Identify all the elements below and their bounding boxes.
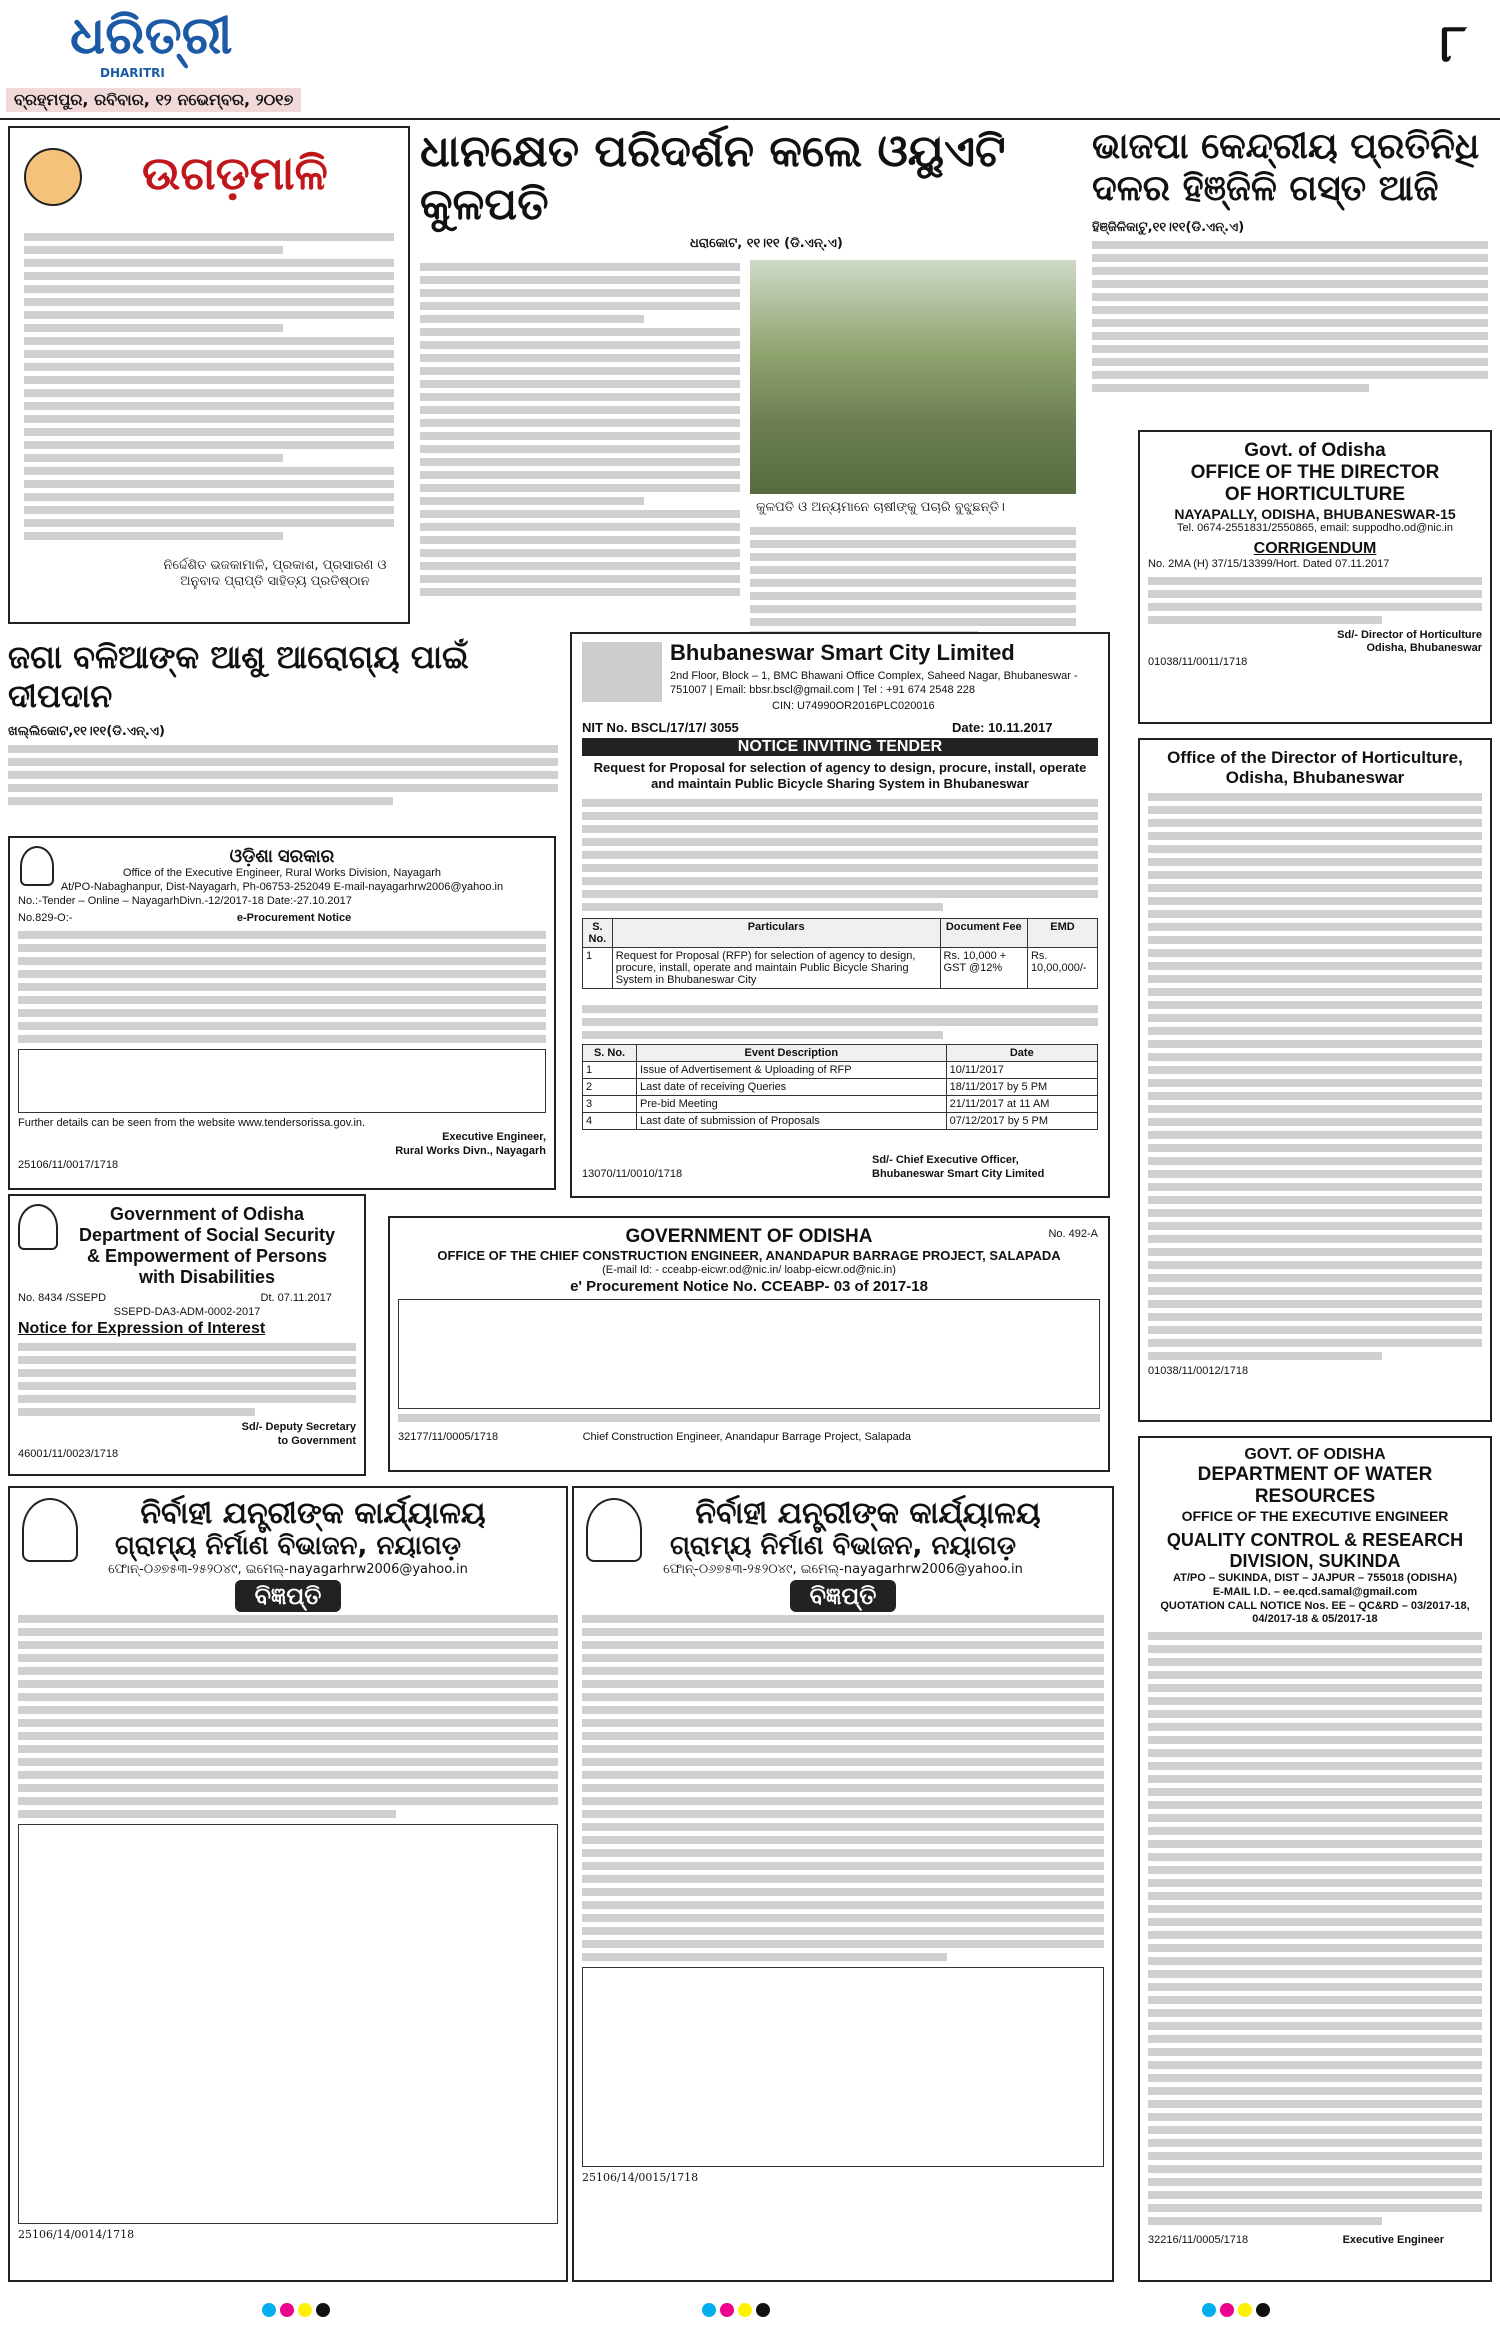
smart-city-date: Date: 10.11.2017 xyxy=(952,720,1053,735)
reg-mark-1 xyxy=(260,2302,332,2321)
masthead-logo-sub: DHARITRI xyxy=(100,66,165,80)
smart-city-cin: CIN: U74990OR2016PLC020016 xyxy=(772,700,935,712)
ad-ssepd-line1: Government of Odisha xyxy=(109,1204,305,1224)
ad-water-line1: GOVT. OF ODISHA xyxy=(1244,1446,1386,1463)
ad-horti-corrigendum: CORRIGENDUM xyxy=(1253,539,1377,557)
ad-rwd-no: No.829-O:- xyxy=(18,912,73,925)
ad-horti-line4: NAYAPALLY, ODISHA, BHUBANESWAR-15 xyxy=(1174,506,1456,522)
story-photo xyxy=(750,260,1076,494)
ad-salapada-line2: OFFICE OF THE CHIEF CONSTRUCTION ENGINEER, ANANDAPUR BARRAGE PROJECT, SALAPADA xyxy=(437,1248,1061,1263)
ad-horti2-line1: Office of the Director of Horticulture, xyxy=(1167,748,1463,767)
ad-water-line8: QUOTATION CALL NOTICE Nos. EE – QC&RD – 03/2017-18, 04/2017-18 & 05/2017-18 xyxy=(1160,1599,1470,1626)
ad-ssepd-no: No. 8434 /SSEPD xyxy=(18,1292,107,1304)
ad-salapada-body xyxy=(398,1414,1100,1422)
smart-city-code: 13070/11/0010/1718 xyxy=(582,1168,683,1180)
ad-nyg2-badge-wrap xyxy=(582,1582,1104,1610)
ad-water-line2: DEPARTMENT OF WATER RESOURCES xyxy=(1197,1464,1433,1507)
registration-marks xyxy=(0,2298,1500,2328)
ad-ssepd xyxy=(8,1194,366,1476)
ad-ssepd-line2: Department of Social Security xyxy=(78,1225,336,1245)
reg-mark-2 xyxy=(700,2302,772,2321)
ad-nyg2-badge: ବିଜ୍ଞପ୍ତି xyxy=(790,1580,897,1612)
story2-headline-line1: ଭାଜପା କେନ୍ଦ୍ରୀୟ ପ୍ରତିନିଧି xyxy=(1092,126,1480,167)
ad-rwd-notice: No.:-Tender – Online – NayagarhDivn.-12/2017-18 Date:-27.10.2017 xyxy=(18,894,352,907)
ad-rwd-site: Further details can be seen from the website www.tendersorissa.gov.in. xyxy=(18,1117,366,1130)
ad-horticulture-corrigendum xyxy=(1138,430,1492,724)
story-vc-visit xyxy=(420,126,1080,666)
emblem-icon xyxy=(18,1204,58,1250)
story-jaga xyxy=(8,638,568,818)
ad-salapada xyxy=(388,1216,1110,1472)
story-bjp xyxy=(1092,126,1492,426)
ad-salapada-line4: e' Procurement Notice No. CCEABP- 03 of 2017-18 xyxy=(570,1278,928,1295)
ad-water-sign: Executive Engineer xyxy=(1342,2234,1445,2246)
ad-water-body xyxy=(1148,1632,1482,2225)
ad-ssepd-body xyxy=(18,1343,356,1416)
ad-nyg1-title: ନିର୍ବାହୀ ଯନ୍ତ୍ରୀଙ୍କ କାର୍ଯ୍ୟାଳୟ xyxy=(140,1496,486,1531)
column-ugadamali xyxy=(8,126,410,624)
ad-water-line6: AT/PO – SUKINDA, DIST – JAJPUR – 755018 (ODISHA) xyxy=(1172,1572,1458,1584)
story-body-right xyxy=(750,522,1076,644)
ad-rwd-line3: At/PO-Nabaghanpur, Dist-Nayagarh, Ph-06753-252049 E-mail-nayagarhrw2006@yahoo.in xyxy=(60,880,504,893)
ad-nyg2-table xyxy=(582,1967,1104,2167)
ad-horti-line2: OFFICE OF THE DIRECTOR xyxy=(1190,462,1440,483)
ad-nayagarh-2 xyxy=(572,1486,1114,2282)
ad-nyg1-email: ଫୋନ୍-୦୬୭୫୩-୨୫୨୦୪୯, ଇମେଲ୍-nayagarhrw2006@yahoo.in xyxy=(108,1562,468,1577)
ad-ssepd-title: Notice for Expression of Interest xyxy=(18,1319,266,1337)
column-credit: ନିର୍ଦ୍ଦେଶିତ ଭଜକାମାଳି, ପ୍ରକାଶ, ପ୍ରସାରଣ ଓ ଅନୁବାଦ ପ୍ରାପ୍ତି ସାହିତ୍ୟ ପ୍ରତିଷ୍ଠାନ xyxy=(163,558,387,590)
emblem-icon xyxy=(20,846,54,886)
ad-rwd-sign: Executive Engineer, xyxy=(442,1131,546,1143)
ad-water-line3: OFFICE OF THE EXECUTIVE ENGINEER xyxy=(1181,1508,1449,1524)
smart-city-address: 2nd Floor, Block – 1, BMC Bhawani Office Complex, Saheed Nagar, Bhubaneswar - 751007 | Email: bbsr.bscl@gmail.com | Tel : +91 674 2548 228 xyxy=(670,670,1078,696)
smart-city-fee-table: S. No. Particulars Document Fee EMD 1 Request for Proposal (RFP) for selection of agency to design, procure, install, operate and maintain Public Bicycle Sharing System in Bhubaneswar City Rs. 10,000 + GST @12% Rs. 10,00,000/- xyxy=(582,918,1098,989)
ad-salapada-sign: Chief Construction Engineer, Anandapur Barrage Project, Salapada xyxy=(582,1431,911,1443)
ad-horticulture-subsidy xyxy=(1138,738,1492,1422)
emblem-icon xyxy=(22,1498,78,1562)
ad-horti-sign: Sd/- Director of Horticulture xyxy=(1337,628,1482,641)
smart-city-body xyxy=(582,794,1098,916)
ad-horti2-line2: Odisha, Bhubaneswar xyxy=(1225,768,1405,787)
ad-ssepd-ref: SSEPD-DA3-ADM-0002-2017 xyxy=(113,1306,261,1318)
ad-rwd-table xyxy=(18,1049,546,1113)
ad-rural-works xyxy=(8,836,556,1190)
ad-nyg1-badge: ବିଜ୍ଞପ୍ତି xyxy=(235,1580,342,1612)
cartoon-icon xyxy=(24,148,82,206)
ad-nyg2-sub: ଗ୍ରାମ୍ୟ ନିର୍ମାଣ ବିଭାଜନ, ନୟାଗଡ଼ xyxy=(669,1531,1017,1561)
photo-caption: କୁଳପତି ଓ ଅନ୍ୟମାନେ ଚାଷୀଙ୍କୁ ପଚାରି ବୁଝୁଛନ୍ତି। xyxy=(756,500,1005,515)
ad-salapada-line3: (E-mail Id: - cceabp-eicwr.od@nic.in/ loabp-eicwr.od@nic.in) xyxy=(602,1264,896,1277)
ad-water-resources xyxy=(1138,1436,1492,2282)
smart-city-notice: NOTICE INVITING TENDER xyxy=(582,738,1098,756)
ad-nyg2-body xyxy=(582,1615,1104,1961)
masthead xyxy=(0,0,1500,120)
ad-ssepd-line4: with Disabilities xyxy=(138,1267,276,1287)
ad-nyg1-body xyxy=(18,1615,558,1818)
ad-horti-body xyxy=(1148,577,1482,624)
smart-city-note xyxy=(582,1000,1098,1044)
ad-smart-city xyxy=(570,632,1110,1198)
story2-body xyxy=(1092,241,1488,392)
smart-city-subject: Request for Proposal for selection of agency to design, procure, install, operate and maintain Public Bicycle Sharing System in Bhubaneswar xyxy=(593,760,1087,792)
ad-ssepd-sign2: to Government xyxy=(277,1434,356,1447)
ad-nyg2-code: 25106/14/0015/1718 xyxy=(582,2171,699,2185)
ad-ssepd-code: 46001/11/0023/1718 xyxy=(18,1448,119,1461)
emblem-icon xyxy=(586,1498,642,1562)
column-title: ଉଗଡ଼ମାଳି xyxy=(142,146,328,200)
ad-salapada-line1: GOVERNMENT OF ODISHA xyxy=(625,1226,873,1247)
ad-nyg1-sub: ଗ୍ରାମ୍ୟ ନିର୍ମାଣ ବିଭାଜନ, ନୟାଗଡ଼ xyxy=(114,1531,462,1561)
ad-rwd-code: 25106/11/0017/1718 xyxy=(18,1158,119,1171)
column-body xyxy=(24,228,394,545)
story3-headline: ଜଗା ବଳିଆଙ୍କ ଆଶୁ ଆରୋଗ୍ୟ ପାଇଁ ଦୀପଦାନ xyxy=(8,638,469,715)
story-body-left xyxy=(420,258,740,601)
smart-city-event-table: S. No. Event Description Date 1 Issue of Advertisement & Uploading of RFP 10/11/2017 2 Last date of receiving Queries 18/11/2017 by 5 PM 3 Pre-bid Meeting 21/11/2017 at 11 AM 4 Last date of submission of Proposals 07/12/2017 by 5 PM xyxy=(582,1044,1098,1130)
ad-ssepd-date: Dt. 07.11.2017 xyxy=(260,1292,332,1304)
page-number: ୮ xyxy=(1440,14,1468,74)
ad-nyg1-table xyxy=(18,1824,558,2224)
ad-horti-line1: Govt. of Odisha xyxy=(1244,440,1386,461)
story3-dateline: ଖଲ୍ଲିକୋଟ,୧୧।୧୧(ଡି.ଏନ୍.ଏ) xyxy=(8,724,165,739)
masthead-divider xyxy=(0,118,1500,120)
ad-rwd-sign2: Rural Works Divn., Nayagarh xyxy=(395,1144,546,1157)
ad-horti2-code: 01038/11/0012/1718 xyxy=(1148,1365,1249,1377)
ad-salapada-table xyxy=(398,1299,1100,1409)
smart-city-sign: Sd/- Chief Executive Officer, xyxy=(872,1154,1019,1166)
ad-rwd-body xyxy=(18,931,546,1043)
story-headline: ଧାନକ୍ଷେତ ପରିଦର୍ଶନ କଲେ ଓୟୁଏଟି କୁଳପତି xyxy=(420,126,1006,230)
ad-horti-code: 01038/11/0011/1718 xyxy=(1148,656,1248,668)
reg-mark-3 xyxy=(1200,2302,1272,2321)
ad-ssepd-sign: Sd/- Deputy Secretary xyxy=(241,1420,356,1433)
smart-city-logo-icon xyxy=(582,642,662,702)
ad-horti2-body xyxy=(1148,793,1482,1360)
ad-horti-tel: Tel. 0674-2551831/2550865, email: suppodho.od@nic.in xyxy=(1177,522,1453,534)
ad-nyg1-code: 25106/14/0014/1718 xyxy=(18,2228,135,2242)
story3-body xyxy=(8,745,558,805)
ad-water-line5: DIVISION, SUKINDA xyxy=(1229,1551,1401,1571)
ad-nyg2-title: ନିର୍ବାହୀ ଯନ୍ତ୍ରୀଙ୍କ କାର୍ଯ୍ୟାଳୟ xyxy=(695,1496,1041,1531)
ad-salapada-no: No. 492-A xyxy=(1048,1228,1098,1240)
dateline: ବ୍ରହ୍ମପୁର, ରବିବାର, ୧୨ ନଭେମ୍ବର, ୨୦୧୭ xyxy=(6,88,301,112)
ad-water-code: 32216/11/0005/1718 xyxy=(1148,2234,1249,2246)
masthead-logo: ଧରିତ୍ରୀ xyxy=(70,6,233,66)
story2-dateline: ହିଞ୍ଜିଳିକାଟୁ,୧୧।୧୧(ଡି.ଏନ୍.ଏ) xyxy=(1092,220,1245,235)
ad-nyg2-email: ଫୋନ୍-୦୬୭୫୩-୨୫୨୦୪୯, ଇମେଲ୍-nayagarhrw2006@yahoo.in xyxy=(663,1562,1023,1577)
ad-nyg1-badge-wrap xyxy=(18,1582,558,1610)
ad-salapada-code: 32177/11/0005/1718 xyxy=(398,1431,499,1443)
story-dateline: ଧରାକୋଟ, ୧୧।୧୧ (ଡି.ଏନ୍.ଏ) xyxy=(690,236,843,251)
ad-horti-place: Odisha, Bhubaneswar xyxy=(1366,642,1482,655)
ad-horti-no: No. 2MA (H) 37/15/13399/Hort. Dated 07.11.2017 xyxy=(1148,557,1390,570)
smart-city-title: Bhubaneswar Smart City Limited xyxy=(670,640,1015,665)
ad-ssepd-line3: & Empowerment of Persons xyxy=(86,1246,328,1266)
smart-city-sign2: Bhubaneswar Smart City Limited xyxy=(872,1168,1045,1180)
story2-headline-line2: ଦଳର ହିଞ୍ଜିଳି ଗସ୍ତ ଆଜି xyxy=(1092,168,1439,209)
ad-rwd-line1: ଓଡ଼ିଶା ସରକାର xyxy=(229,846,335,866)
ad-water-line7: E-MAIL I.D. – ee.qcd.samal@gmail.com xyxy=(1212,1585,1418,1598)
ad-rwd-enote: e-Procurement Notice xyxy=(236,912,352,925)
ad-water-line4: QUALITY CONTROL & RESEARCH xyxy=(1166,1530,1464,1550)
ad-rwd-line2: Office of the Executive Engineer, Rural Works Division, Nayagarh xyxy=(122,867,442,879)
ad-nayagarh-1 xyxy=(8,1486,568,2282)
ad-horti-line3: OF HORTICULTURE xyxy=(1224,484,1406,505)
smart-city-nit: NIT No. BSCL/17/17/ 3055 xyxy=(582,720,739,735)
